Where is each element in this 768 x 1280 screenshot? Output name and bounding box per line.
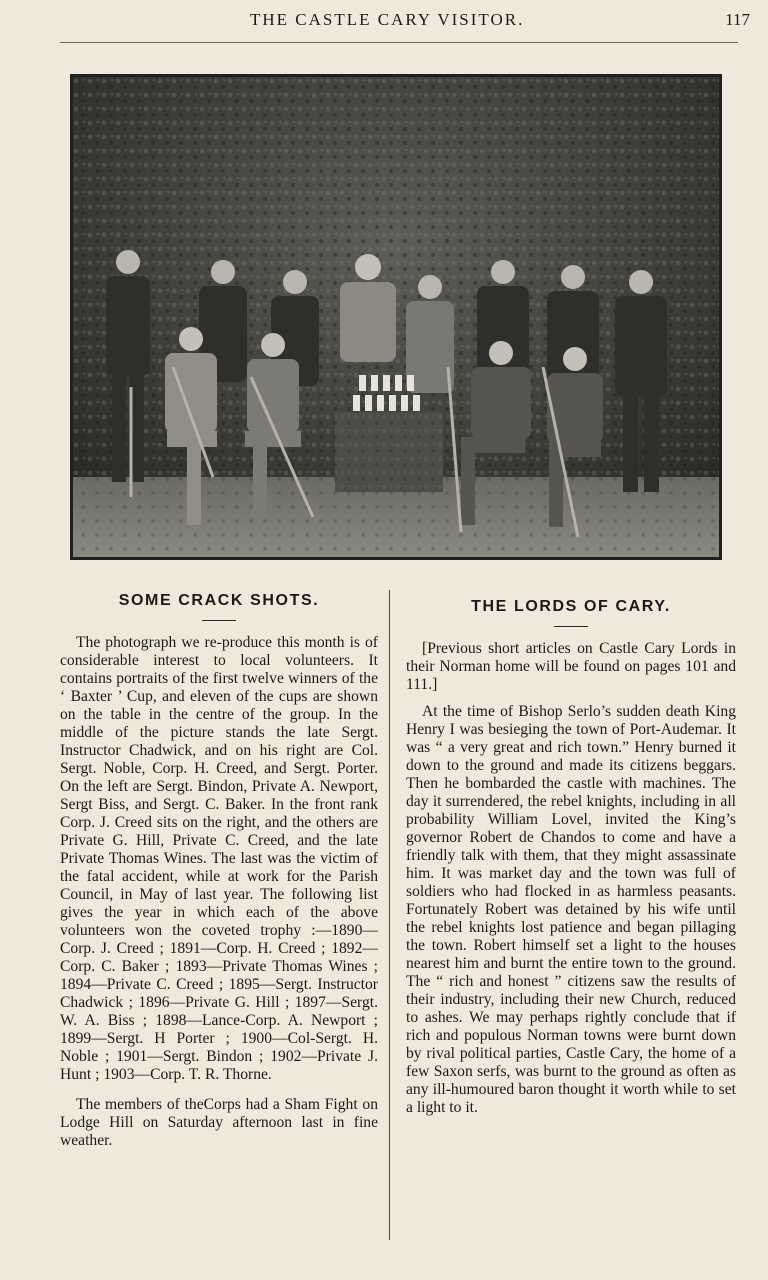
title-rule bbox=[202, 620, 236, 621]
title-rule bbox=[554, 626, 588, 627]
running-head bbox=[60, 6, 750, 36]
article-title-crack-shots: SOME CRACK SHOTS. bbox=[118, 592, 320, 609]
article-paragraph: At the time of Bishop Serlo’s sudden death King Henry I was besieging the town of Port-Audemar. It was “ a very great and rich town.” Henry burned it down to the ground and made its citizens beggars. Then he bombarded the castle with machines. The day it surrendered, the rebel knights, including in all probability William Lovel, invited the King’s governor Robert de Chandos to come and have a friendly talk with them, that they might assassinate him. It was market day and the town was full of soldiers who had flocked in as harmless peasants. Fortunately Robert was detained by his wife until the rebel knights lost patience and began pillaging the town. Robert himself set a light to the houses nearest him and burnt the entire town to the ground. The “ rich and honest ” citizens saw the results of their industry, including their new Church, reduced to ashes. We may perhaps rightly conclude that if rich and populous Norman towns were burnt down by rival political parties, Castle Cary, the home of a few Saxon serfs, was burnt to the ground as often as any ill-humoured baron thought it worth while to set a light to it. bbox=[406, 703, 736, 1116]
article-paragraph: The members of theCorps had a Sham Fight on Lodge Hill on Saturday afternoon last in fine weather. bbox=[60, 1096, 378, 1149]
left-column bbox=[60, 592, 378, 1150]
article-paragraph: [Previous short articles on Castle Cary Lords in their Norman home will be found on pages 101 and 111.] bbox=[406, 640, 736, 693]
running-title: THE CASTLE CARY VISITOR. bbox=[250, 10, 525, 29]
group-portrait-photo-icon bbox=[73, 77, 719, 557]
column-divider bbox=[389, 590, 390, 1240]
article-paragraph: The photograph we re-produce this month is of considerable interest to local volunteers. It contains portraits of the first twelve winners of the ‘ Baxter ’ Cup, and eleven of the cups are shown on the table in the centre of the group. In the middle of the picture stands the late Sergt. Instructor Chadwick, and on his right are Col. Sergt. Noble, Corp. H. Creed, and Sergt. Porter. On the left are Sergt. Bindon, Private A. Newport, Sergt Biss, and Sergt. C. Baker. In the front rank Corp. J. Creed sits on the right, and the others are Private G. Hill, Private C. Creed, and the late Private Thomas Wines. The last was the victim of the fatal accident, while at work for the Parish Council, in May of last year. The following list gives the year in which each of the above volunteers won the coveted trophy :—1890—Corp. J. Creed ; 1891—Corp. H. Creed ; 1892—Corp. C. Baker ; 1893—Private Thomas Wines ; 1894—Private C. Creed ; 1895—Sergt. Instructor Chadwick ; 1896—Private G. Hill ; 1897—Sergt. W. A. Biss ; 1898—Lance-Corp. A. Newport ; 1899—Sergt. H Porter ; 1900—Col-Sergt. H. Noble ; 1901—Sergt. Bindon ; 1902—Private J. Hunt ; 1903—Corp. T. R. Thorne. bbox=[60, 634, 378, 1083]
page-number: 117 bbox=[725, 10, 750, 29]
right-column bbox=[406, 592, 736, 1126]
header-rule bbox=[60, 42, 738, 43]
group-photograph bbox=[70, 74, 722, 560]
article-title-lords-of-cary: THE LORDS OF CARY. bbox=[471, 598, 671, 615]
